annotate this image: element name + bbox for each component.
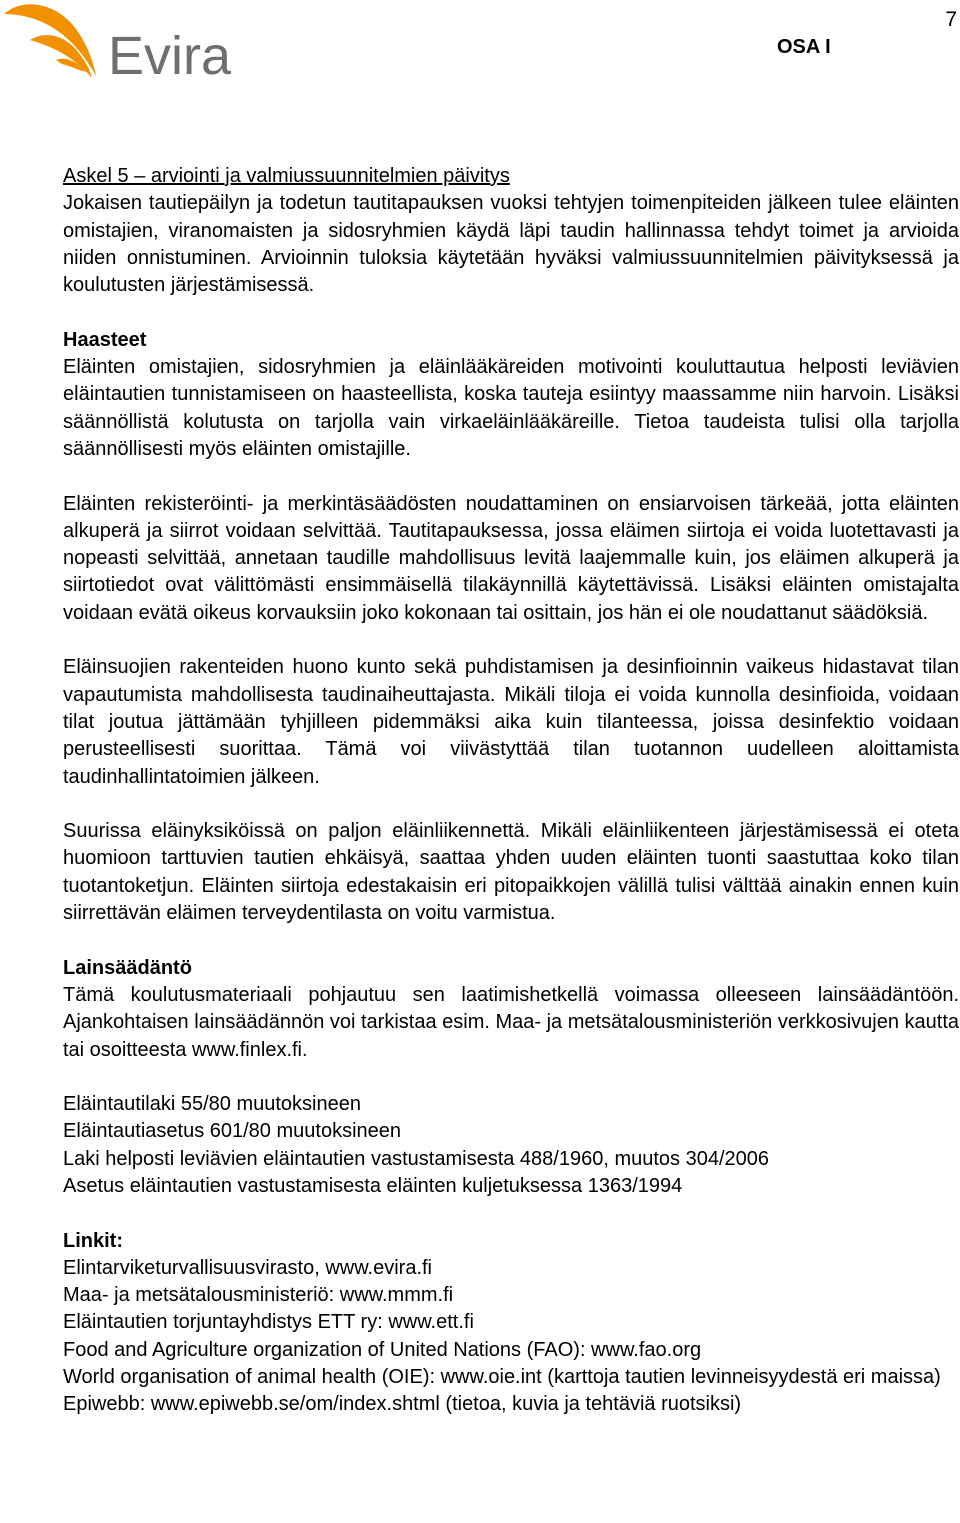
page-number: 7 (945, 8, 957, 31)
evira-logo (0, 0, 270, 84)
svg-text:Evira: Evira (108, 26, 232, 84)
legislation-item: Eläintautilaki 55/80 muutoksineen (63, 1093, 361, 1116)
legislation-paragraph: Tämä koulutusmateriaali pohjautuu sen laatimishetkellä voimassa olleeseen lainsäädäntöön. Ajankohtaisen lainsäädännön voi tarkistaa esim. Maa- ja metsätalousministeriön verkkosivujen kautta tai osoitteesta www.finlex.fi. (63, 983, 960, 1061)
legislation-item: Asetus eläintautien vastustamisesta eläinten kuljetuksessa 1363/1994 (63, 1174, 683, 1197)
document-body (63, 163, 959, 1419)
step-heading: Askel 5 – arviointi ja valmiussuunnitelmien päivitys (63, 165, 510, 187)
challenges-paragraph-4: Suurissa eläinyksiköissä on paljon eläinliikennettä. Mikäli eläinliikenteen järjestämisessä ei oteta huomioon tarttuvien tautien ehkäisyä, saattaa yhden uuden eläinten tuonti saastuttaa koko tilan tuotantoketjun. Eläinten siirtoja edestakaisin eri pitopaikkojen välillä tulisi välttää ainakin ennen kuin siirrettävän eläimen terveydentilasta on voitu varmistua. (63, 820, 959, 925)
link-item[interactable]: Epiwebb: www.epiwebb.se/om/index.shtml (tietoa, kuvia ja tehtäviä ruotsiksi) (63, 1393, 742, 1416)
link-item[interactable]: Maa- ja metsätalousministeriö: www.mmm.fi (63, 1284, 454, 1307)
link-item[interactable]: Food and Agriculture organization of United Nations (FAO): www.fao.org (63, 1338, 702, 1361)
challenges-paragraph-2: Eläinten rekisteröinti- ja merkintäsäädösten noudattaminen on ensiarvoisen tärkeää, jotta eläinten alkuperä ja siirrot voidaan selvittää. Tautitapauksessa, jossa eläimen siirtoja ei voida luotettavasti ja nopeasti selvittää, annetaan taudille mahdollisuus levitä laajemmalle kuin, jos eläimen alkuperä ja siirtotiedot ovat välittömästi ensimmäisellä tilakäynnillä käytettävissä. Lisäksi eläinten omistajalta voidaan evätä oikeus korvauksiin joko kokonaan tai osittain, jos hän ei ole noudattanut säädöksiä. (63, 492, 959, 624)
intro-paragraph: Jokaisen tautiepäilyn ja todetun tautitapauksen vuoksi tehtyjen toimenpiteiden jälkeen tulee eläinten omistajien, viranomaisten ja sidosryhmien käydä läpi taudin hallinnassa tehdyt toimet ja arvioida niiden onnistuminen. Arvioinnin tuloksia käytetään hyväksi valmiussuunnitelmien päivityksessä ja koulutusten järjestämisessä. (63, 192, 959, 297)
challenges-paragraph-1: Eläinten omistajien, sidosryhmien ja eläinlääkäreiden motivointi kouluttautua helposti leviävien eläintautien tunnistamiseen on haasteellista, koska tauteja esiintyy maassamme niin harvoin. Lisäksi säännöllistä kolutusta on tarjolla vain virkaeläinlääkäreille. Tietoa taudeista tulisi olla tarjolla säännöllisesti myös eläinten omistajille. (63, 356, 959, 460)
link-item[interactable]: World organisation of animal health (OIE): www.oie.int (karttoja tautien levinneisyydestä eri maissa) (63, 1366, 941, 1389)
challenges-heading: Haasteet (63, 328, 147, 351)
legislation-item: Eläintautiasetus 601/80 muutoksineen (63, 1120, 402, 1143)
legislation-heading: Lainsäädäntö (63, 956, 192, 979)
legislation-item: Laki helposti leviävien eläintautien vastustamisesta 488/1960, muutos 304/2006 (63, 1147, 770, 1170)
link-item[interactable]: Elintarviketurvallisuusvirasto, www.evira.fi (63, 1256, 433, 1279)
challenges-paragraph-3: Eläinsuojien rakenteiden huono kunto sekä puhdistamisen ja desinfioinnin vaikeus hidastavat tilan vapautumista mahdollisesta taudinaiheuttajasta. Mikäli tiloja ei voida kunnolla desinfioida, voidaan tilat joutua jättämään tyhjilleen pidemmäksi aika kuin tilanteessa, joissa desinfektio voidaan perusteellisesti suorittaa. Tämä voi viivästyttää tilan tuotannon uudelleen aloittamista taudinhallintatoimien jälkeen. (63, 656, 959, 788)
links-heading: Linkit: (63, 1229, 123, 1252)
section-label: OSA I (777, 36, 831, 58)
link-item[interactable]: Eläintautien torjuntayhdistys ETT ry: www.ett.fi (63, 1311, 474, 1334)
